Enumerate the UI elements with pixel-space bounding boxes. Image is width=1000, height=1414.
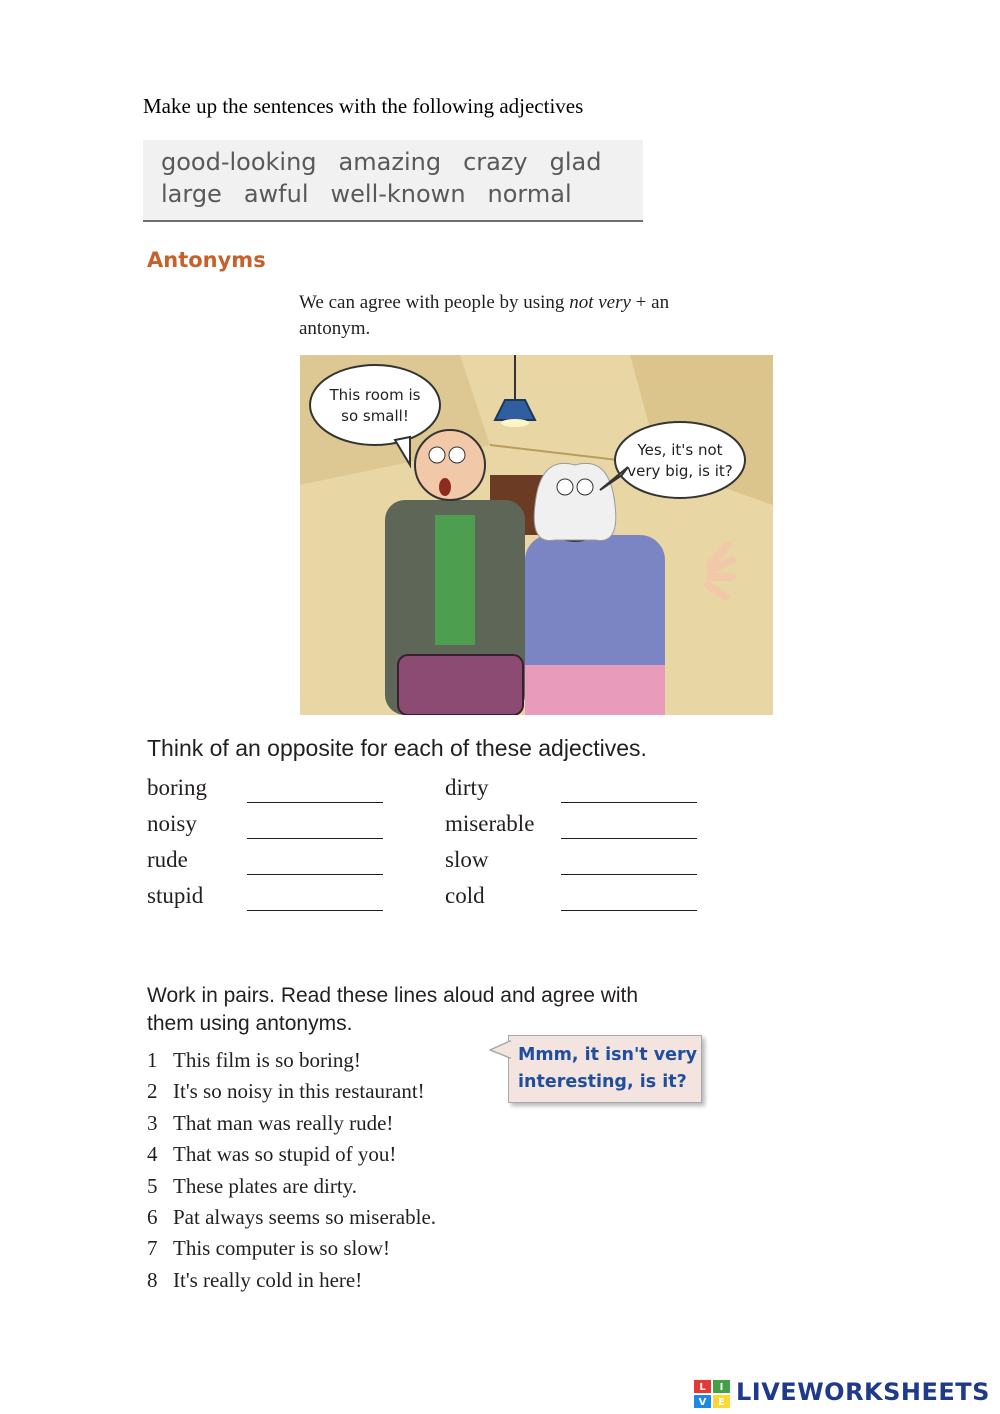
word-item: awful [243, 180, 309, 208]
tip-text-before: We can agree with people by using [299, 292, 570, 313]
answer-blank[interactable] [247, 874, 383, 875]
list-item [147, 1171, 436, 1202]
callout-pointer-icon [489, 1040, 511, 1062]
tip-text-after: + an antonym. [299, 292, 670, 339]
word-item: crazy [463, 148, 528, 176]
grammar-tip [299, 290, 719, 342]
logo-letter: L [699, 1382, 706, 1393]
item-number: 3 [147, 1110, 158, 1135]
item-text: That man was really rude! [173, 1110, 394, 1135]
word-item: normal [487, 180, 572, 208]
adjective-right: slow [445, 847, 489, 872]
item-text: It's so noisy in this restaurant! [173, 1079, 425, 1104]
adjective-left: rude [147, 847, 188, 872]
answer-blank[interactable] [247, 838, 383, 839]
adjective-right: cold [445, 883, 485, 908]
item-number: 4 [147, 1142, 158, 1167]
list-item [147, 1265, 436, 1296]
item-number: 7 [147, 1236, 158, 1261]
answer-blank[interactable] [247, 802, 383, 803]
callout-line-2: interesting, is it? [518, 1072, 687, 1092]
item-number: 2 [147, 1079, 158, 1104]
word-item: good-looking [161, 148, 317, 176]
answer-blank[interactable] [561, 910, 697, 911]
adjective-left: noisy [147, 811, 197, 836]
cartoon-illustration [300, 355, 773, 715]
list-item [147, 1045, 436, 1076]
logo-letter: V [698, 1397, 707, 1408]
woman-speech-line-1: Yes, it's not [637, 441, 723, 459]
list-item [147, 1108, 436, 1139]
item-text: This film is so boring! [173, 1048, 361, 1072]
logo-letter: E [718, 1397, 725, 1408]
cartoon-scene [300, 355, 773, 715]
list-item [147, 1139, 436, 1170]
man-speech-line-1: This room is [329, 386, 421, 404]
item-number: 5 [147, 1173, 158, 1198]
tip-emphasis: not very [569, 292, 631, 313]
exercise2-title: Work in pairs. Read these lines aloud and agree with them using antonyms. [147, 984, 639, 1035]
word-item: amazing [338, 148, 442, 176]
word-item: well-known [330, 180, 466, 208]
answer-blank[interactable] [561, 838, 697, 839]
adjective-right: dirty [445, 775, 489, 800]
answer-blank[interactable] [561, 874, 697, 875]
item-text: This computer is so slow! [173, 1236, 390, 1261]
logo-grid-icon [694, 1380, 732, 1410]
logo-letter: I [719, 1382, 724, 1393]
section-heading: Antonyms [147, 248, 266, 272]
man-speech-line-2: so small! [341, 407, 409, 425]
list-item [147, 1233, 436, 1264]
item-text: It's really cold in here! [173, 1267, 363, 1292]
word-row-2 [161, 180, 594, 208]
item-text: Pat always seems so miserable. [173, 1205, 437, 1230]
instruction-text: Make up the sentences with the following adjectives [143, 94, 584, 118]
item-text: These plates are dirty. [173, 1173, 358, 1198]
liveworksheets-logo [694, 1374, 994, 1414]
adjective-right: miserable [445, 811, 535, 836]
word-item: glad [549, 148, 602, 176]
adjective-left: stupid [147, 883, 204, 908]
list-item [147, 1076, 436, 1107]
callout-line-1: Mmm, it isn't very [518, 1045, 698, 1065]
answer-blank[interactable] [561, 802, 697, 803]
list-item [147, 1202, 436, 1233]
item-number: 6 [147, 1205, 158, 1230]
adjective-left: boring [147, 775, 208, 800]
word-row-1 [161, 148, 623, 176]
example-callout [508, 1035, 702, 1103]
answer-blank[interactable] [247, 910, 383, 911]
exercise2-lines [147, 1045, 436, 1296]
woman-speech-line-2: very big, is it? [627, 462, 733, 480]
adjective-word-box [143, 140, 643, 222]
item-number: 8 [147, 1267, 158, 1292]
callout-text [518, 1042, 697, 1096]
exercise1-title: Think of an opposite for each of these adjectives. [147, 735, 647, 761]
word-item: large [161, 180, 222, 208]
item-number: 1 [147, 1048, 158, 1072]
item-text: That was so stupid of you! [173, 1142, 397, 1167]
logo-wordmark: LIVEWORKSHEETS [736, 1378, 990, 1406]
